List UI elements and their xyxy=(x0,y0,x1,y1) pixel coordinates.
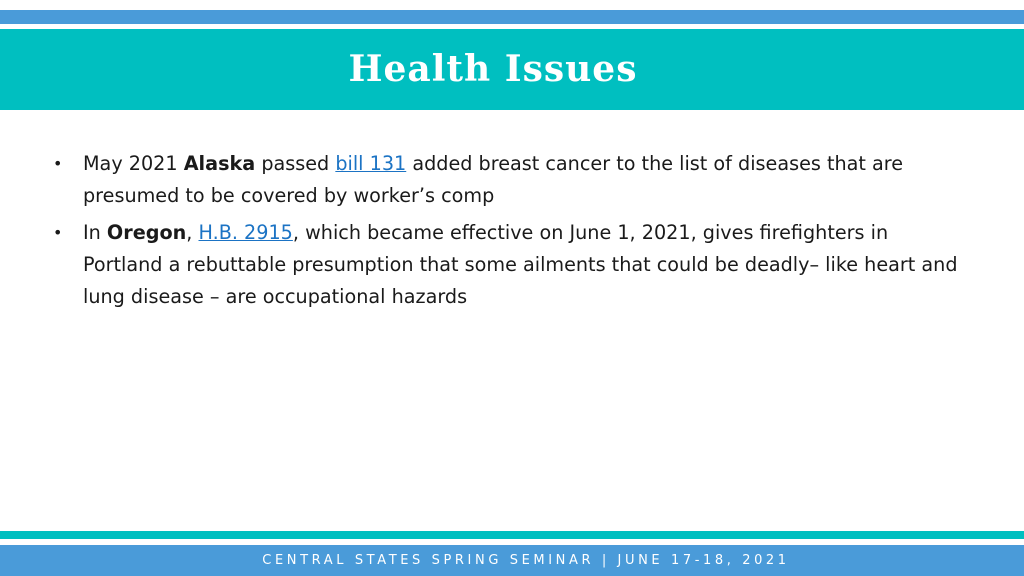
state-name-alaska: Alaska xyxy=(183,152,256,175)
bullet-list xyxy=(50,148,970,318)
top-accent-stripe xyxy=(0,10,1024,24)
bottom-accent-stripe xyxy=(0,531,1024,539)
bill-131-link[interactable]: bill 131 xyxy=(335,152,407,175)
bullet-item-oregon xyxy=(50,217,970,313)
bullet-text: May 2021 xyxy=(83,152,184,175)
bullet-dot-icon: • xyxy=(53,154,63,173)
bullet-text: , which became effective on June 1, 2021, gives firefighters in Portland a rebuttable presumption that some ailments that could be deadly– like heart and lung disease – are occupational hazards xyxy=(83,221,958,308)
state-name-oregon: Oregon xyxy=(106,221,187,244)
bullet-text: , xyxy=(186,221,199,244)
hb-2915-link[interactable]: H.B. 2915 xyxy=(198,221,293,244)
bullet-text: passed xyxy=(255,152,336,175)
slide-title: Health Issues xyxy=(348,48,638,90)
bullet-dot-icon: • xyxy=(53,223,63,242)
bullet-item-alaska xyxy=(50,148,970,212)
bullet-text: added breast cancer to the list of diseases that are presumed to be covered by worker’s comp xyxy=(83,152,904,207)
footer-text: CENTRAL STATES SPRING SEMINAR | JUNE 17-18, 2021 xyxy=(262,553,790,568)
bullet-text: In xyxy=(83,221,107,244)
